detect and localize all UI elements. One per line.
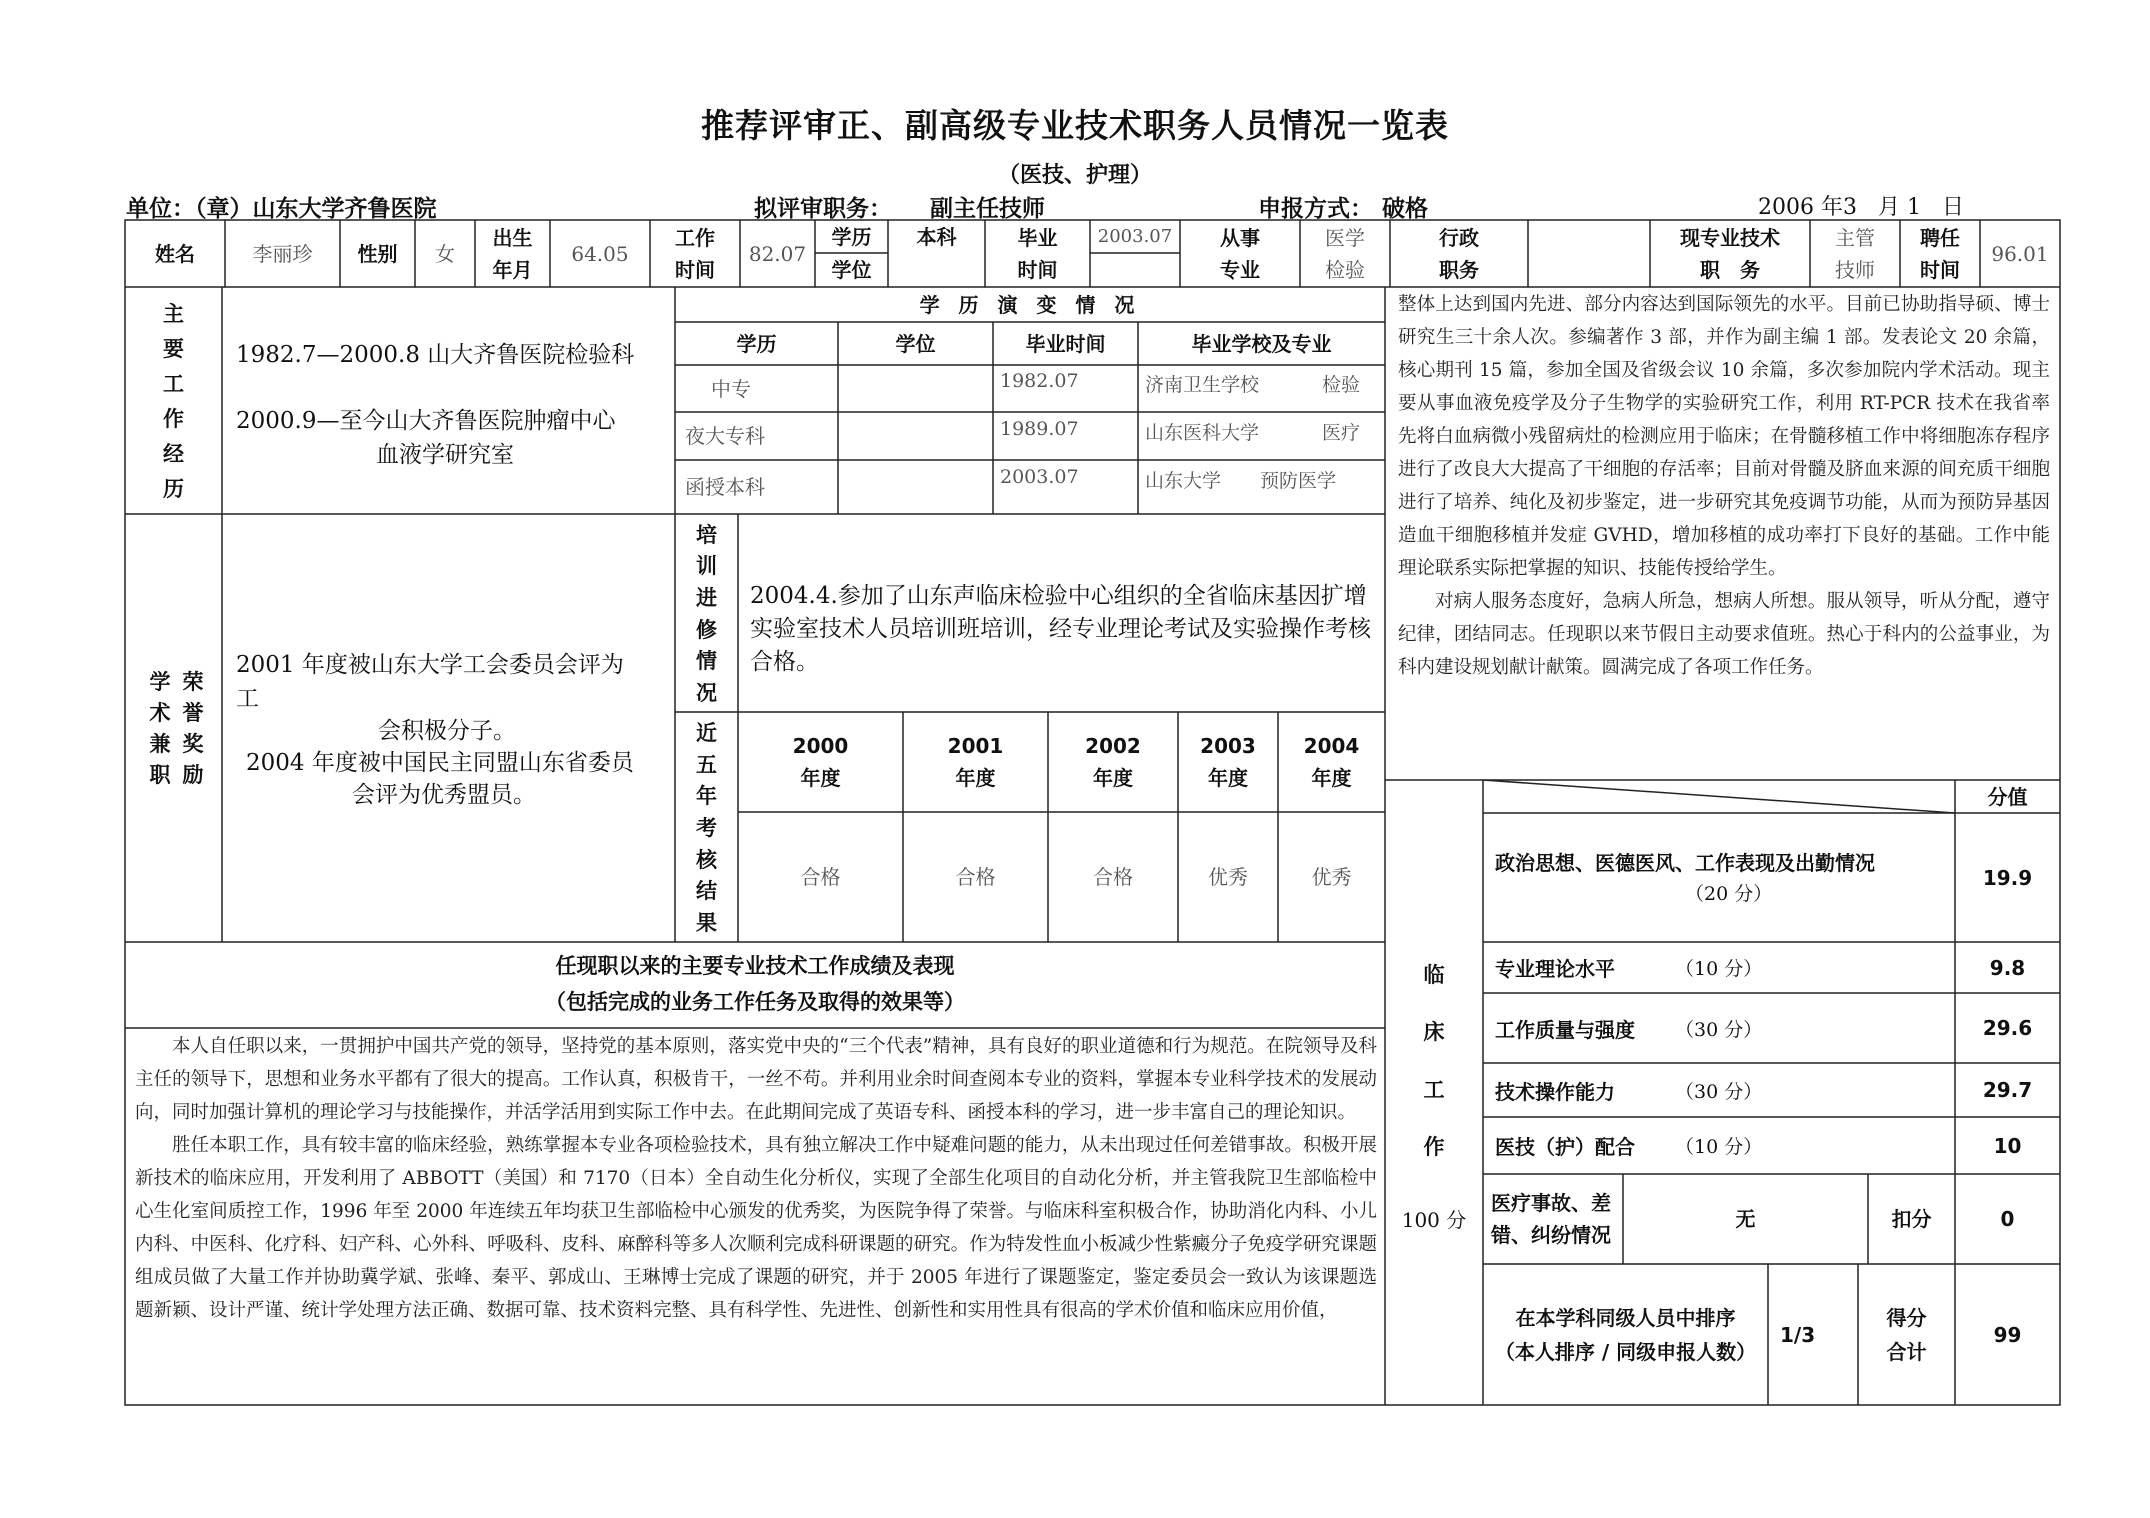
score-value-1: 19.9 <box>1982 865 2033 890</box>
honors-line-4: 会评为优秀盟员。 <box>352 782 536 808</box>
assessment-result-2004: 优秀 <box>1311 865 1352 889</box>
score-item-1: 政治思想、医德医风、工作表现及出勤情况 （20 分） <box>1495 850 1875 905</box>
achievements-body <box>135 1030 1377 1327</box>
work-history-line-1: 1982.7—2000.8 山大齐鲁医院检验科 <box>236 342 635 368</box>
report-date: 2006 年3 月 1 日 <box>1758 195 1965 220</box>
major-value: 医学 检验 <box>1325 225 1365 282</box>
education-value: 本科 <box>916 224 957 249</box>
edu-row-3-year: 2003.07 <box>1000 466 1079 488</box>
hired-label: 聘任 时间 <box>1920 225 1960 282</box>
deduct-label: 扣分 <box>1891 1207 1932 1231</box>
assessment-year-2002: 2002 年度 <box>1085 734 1141 790</box>
position-value: 副主任技师 <box>930 196 1045 222</box>
major-label: 从事 专业 <box>1220 225 1260 282</box>
assessment-label: 近 五 年 考 核 结 果 <box>696 720 717 936</box>
score-value-5: 10 <box>1993 1133 2022 1158</box>
score-value-3: 29.6 <box>1982 1016 2033 1040</box>
assessment-result-2003: 优秀 <box>1208 865 1248 889</box>
page-title: 推荐评审正、副高级专业技术职务人员情况一览表 <box>701 106 1449 145</box>
continuation-paragraph-2: 对病人服务态度好，急病人所急，想病人所想。服从领导，听从分配，遵守纪律，团结同志。任现职以来节假日主动要求值班。热心于科内的公益事业，为科内建设规划献计献策。圆满完成了各项工作任务。 <box>1398 591 2050 678</box>
honors-label-right: 荣 誉 奖 励 <box>182 669 204 788</box>
clinical-work-label: 临 床 工 作 <box>1423 962 1445 1160</box>
edu-col-school: 毕业学校及专业 <box>1191 331 1332 356</box>
score-value-4: 29.7 <box>1982 1078 2033 1102</box>
edu-row-2-level: 夜大专科 <box>685 424 765 448</box>
rank-value: 1/3 <box>1780 1322 1816 1347</box>
gender-value: 女 <box>435 241 455 266</box>
birth-value: 64.05 <box>571 241 629 266</box>
achievements-paragraph-2: 胜任本职工作，具有较丰富的临床经验，熟练掌握本专业各项检验技术，具有独立解决工作中疑难问题的能力，从未出现过任何差错事故。积极开展新技术的临床应用，开发利用了 ABBOTT（美国）和 7170（日本）全自动生化分析仪，实现了全部生化项目的自动化分析，并主管我院卫生部临检中心生化室间质控工作，1996 年至 2000 年连续五年均获卫生部临检中心颁发的优秀奖，为医院争得了荣誉。与临床科室积极合作，协助消化内科、小儿内科、中医科、化疗科、妇产科、心外科、呼吸科、皮科、麻醉科等多人次顺利完成科研课题的研究。作为特发性血小板减少性紫癜分子免疫学研究课题组成员做了大量工作并协助冀学斌、张峰、秦平、郭成山、王琳博士完成了课题的研究，并于 2005 年进行了课题鉴定，鉴定委员会一致认为该课题选题新颖、设计严谨、统计学处理方法正确、数据可靠、技术资料完整、具有科学性、先进性、创新性和实用性具有很高的学术价值和临床应用价值， <box>135 1135 1377 1321</box>
graduation-value: 2003.07 <box>1097 225 1173 247</box>
score-item-3: 工作质量与强度 （30 分） <box>1495 1017 1763 1042</box>
birth-label: 出生 年月 <box>492 225 533 282</box>
assessment-year-2000: 2000 年度 <box>792 734 849 790</box>
edu-row-2-major: 医疗 <box>1322 422 1361 444</box>
name-value: 李丽珍 <box>252 241 313 266</box>
achievements-continuation <box>1398 288 2050 684</box>
assessment-year-2001: 2001 年度 <box>947 734 1004 790</box>
achievements-heading-2: （包括完成的业务工作任务及取得的效果等） <box>545 990 965 1014</box>
work-history-line-2: 2000.9—至今山大齐鲁医院肿瘤中心 <box>236 408 616 434</box>
achievements-paragraph-1: 本人自任职以来，一贯拥护中国共产党的领导，坚持党的基本原则，落实党中央的“三个代表”精神，具有良好的职业道德和行为规范。在院领导及科主任的领导下，思想和业务水平都有了很大的提高。工作认真，积极肯干，一丝不苟。并利用业余时间查阅本专业的资料，掌握本专业科学技术的发展动向，同时加强计算机的理论学习与技能操作，并活学活用到实际工作中去。在此期间完成了英语专科、函授本科的学习，进一步丰富自己的理论知识。 <box>135 1036 1377 1123</box>
edu-row-3-level: 函授本科 <box>685 475 765 499</box>
edu-col-level: 学历 <box>736 331 777 356</box>
hired-value: 96.01 <box>1991 241 2049 266</box>
score-item-5: 医技（护）配合 （10 分） <box>1495 1135 1763 1159</box>
continuation-paragraph-1: 整体上达到国内先进、部分内容达到国际领先的水平。目前已协助指导硕、博士研究生三十余人次。参编著作 3 部，并作为副主编 1 部。发表论文 20 余篇，核心期刊 15 篇，参加全国及省级会议 10 余篇，多次参加院内学术活动。现主要从事血液免疫学及分子生物学的实验研究工作，利用 RT-PCR 技术在我省率先将白血病微小残留病灶的检测应用于临床；在骨髓移植工作中将细胞冻存程序进行了改良大大提高了干细胞的存活率；目前对骨髓及脐血来源的间充质干细胞进行了培养、纯化及初步鉴定，进一步研究其免疫调节功能，从而为预防异基因造血干细胞移植并发症 GVHD，增加移植的成功率打下良好的基础。工作中能理论联系实际把掌握的知识、技能传授给学生。 <box>1398 294 2050 579</box>
assessment-year-2004: 2004 年度 <box>1303 734 1360 790</box>
edu-row-1-year: 1982.07 <box>1000 370 1079 392</box>
gender-label: 性别 <box>357 241 398 266</box>
assessment-year-2003: 2003 年度 <box>1200 734 1256 790</box>
edu-row-3-school: 山东大学 <box>1145 470 1222 492</box>
edu-col-year: 毕业时间 <box>1025 331 1106 356</box>
incident-label: 医疗事故、差 错、纠纷情况 <box>1491 1191 1611 1247</box>
total-label: 得分 合计 <box>1886 1305 1927 1364</box>
edu-row-2-year: 1989.07 <box>1000 418 1079 440</box>
degree-label: 学位 <box>831 258 872 282</box>
score-item-4: 技术操作能力 （30 分） <box>1495 1079 1763 1104</box>
score-value-2: 9.8 <box>1989 955 2026 980</box>
admin-post-label: 行政 职务 <box>1439 225 1479 282</box>
deduct-value: 0 <box>2000 1207 2015 1231</box>
edu-row-1-major: 检验 <box>1322 374 1361 396</box>
education-heading: 学 历 演 变 情 况 <box>919 292 1141 317</box>
clinical-work-total: 100 分 <box>1401 1208 1467 1232</box>
unit-label: 单位：（章）山东大学齐鲁医院 <box>126 196 437 222</box>
total-value: 99 <box>1993 1322 2022 1347</box>
work-history-label: 主 要 工 作 经 历 <box>163 301 184 501</box>
work-time-label: 工作 时间 <box>675 225 715 282</box>
work-history-line-3: 血液学研究室 <box>376 442 514 468</box>
training-text: 2004.4.参加了山东声临床检验中心组织的全省临床基因扩增实验室技术人员培训班培训，经专业理论考试及实验操作考核合格。 <box>750 583 1371 675</box>
education-label: 学历 <box>831 224 872 249</box>
rank-label: 在本学科同级人员中排序 （本人排序 / 同级申报人数） <box>1494 1305 1757 1364</box>
position-label: 拟评审职务： <box>754 196 892 222</box>
honors-line-3: 2004 年度被中国民主同盟山东省委员 <box>246 750 634 776</box>
edu-row-2-school: 山东医科大学 <box>1145 422 1260 444</box>
work-time-value: 82.07 <box>748 241 807 266</box>
edu-row-3-major: 预防医学 <box>1260 470 1337 492</box>
edu-row-1-level: 中专 <box>711 376 751 401</box>
score-header: 分值 <box>1987 784 2028 809</box>
assessment-result-2000: 合格 <box>800 865 841 889</box>
assessment-result-2001: 合格 <box>955 865 996 889</box>
page-subtitle: （医技、护理） <box>997 163 1152 188</box>
achievements-heading-1: 任现职以来的主要专业技术工作成绩及表现 <box>555 954 955 978</box>
edu-row-1-school: 济南卫生学校 <box>1145 374 1260 396</box>
honors-label-left: 学 术 兼 职 <box>149 669 171 788</box>
edu-col-degree: 学位 <box>895 331 936 356</box>
training-label: 培 训 进 修 情 况 <box>696 522 717 706</box>
method-label: 申报方式： <box>1258 196 1373 222</box>
graduation-label: 毕业 时间 <box>1017 225 1058 282</box>
incident-value: 无 <box>1735 1207 1756 1231</box>
name-label: 姓名 <box>155 241 195 266</box>
honors-line-1b: 工 <box>236 686 259 712</box>
honors-line-2: 会积极分子。 <box>378 718 516 744</box>
honors-line-1: 2001 年度被山东大学工会委员会评为 <box>236 652 624 678</box>
score-item-2: 专业理论水平 （10 分） <box>1495 957 1763 981</box>
method-value: 破格 <box>1382 196 1428 222</box>
current-title-value: 主管 技师 <box>1835 225 1875 282</box>
current-title-label: 现专业技术 职 务 <box>1680 225 1780 282</box>
assessment-result-2002: 合格 <box>1093 865 1133 889</box>
